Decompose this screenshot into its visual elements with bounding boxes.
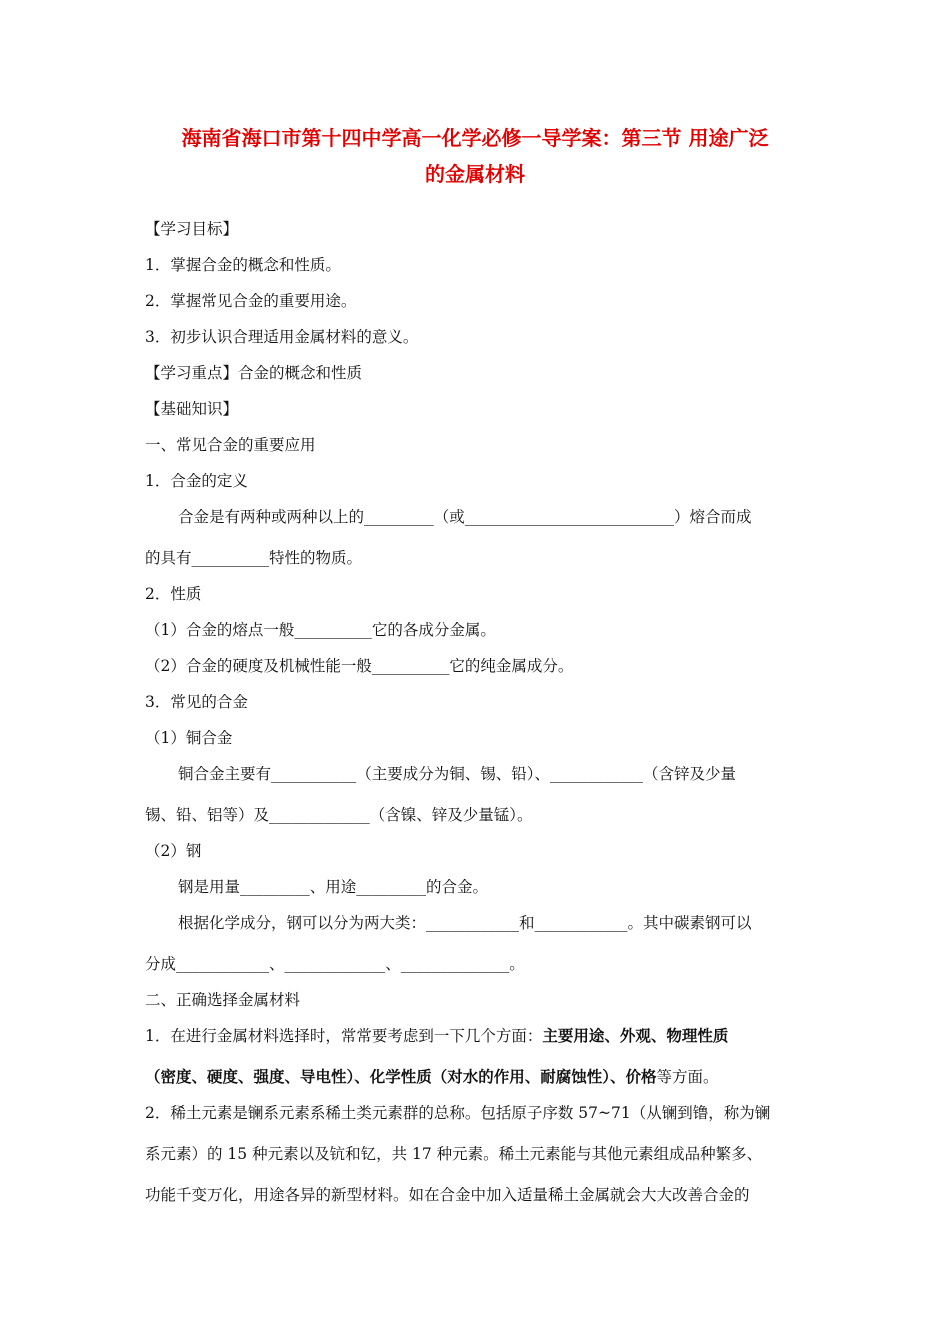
steel-heading: （2）钢 <box>145 842 202 860</box>
copper-alloy-line-2: 锡、铅、铝等）及_____________（含镍、锌及少量锰）。 <box>145 806 533 824</box>
steel-line-2: 根据化学成分，钢可以分为两大类：____________和____________。其中碳素钢可以 <box>178 914 752 932</box>
choose-suffix: 等方面。 <box>656 1068 719 1086</box>
title-line-2: 的金属材料 <box>425 162 525 186</box>
rare-earth-line-2: 系元素）的 15 种元素以及钪和钇，共 17 种元素。稀土元素能与其他元素组成品种繁多、 <box>145 1145 763 1163</box>
section-1-heading: 一、常见合金的重要应用 <box>145 436 316 454</box>
goal-3: 3．初步认识合理适用金属材料的意义。 <box>145 328 419 346</box>
choose-line-2 <box>145 1066 719 1088</box>
definition-line-1: 合金是有两种或两种以上的_________（或___________________________）熔合而成 <box>178 508 752 526</box>
common-alloys-heading: 3．常见的合金 <box>145 693 248 711</box>
document-title <box>140 120 810 192</box>
definition-line-2: 的具有__________特性的物质。 <box>145 549 363 567</box>
copper-alloy-line-1: 铜合金主要有___________（主要成分为铜、锡、铅）、____________（含锌及少量 <box>178 765 737 783</box>
basics-heading: 【基础知识】 <box>145 400 239 418</box>
copper-alloy-heading: （1）铜合金 <box>145 729 233 747</box>
focus-line: 【学习重点】合金的概念和性质 <box>145 364 363 382</box>
rare-earth-line-3: 功能千变万化，用途各异的新型材料。如在合金中加入适量稀土金属就会大大改善合金的 <box>145 1186 750 1204</box>
choose-bold-2: （密度、硬度、强度、导电性）、化学性质（对水的作用、耐腐蚀性）、价格 <box>145 1068 657 1086</box>
steel-line-1: 钢是用量_________、用途_________的合金。 <box>178 878 489 896</box>
goal-2: 2．掌握常见合金的重要用途。 <box>145 292 357 310</box>
section-2-heading: 二、正确选择金属材料 <box>145 991 301 1009</box>
choose-prefix: 1．在进行金属材料选择时，常常要考虑到一下几个方面： <box>145 1027 543 1045</box>
goals-heading: 【学习目标】 <box>145 220 239 238</box>
choose-bold-1: 主要用途、外观、物理性质 <box>542 1027 729 1045</box>
steel-line-3: 分成____________、_____________、______________。 <box>145 955 525 973</box>
definition-heading: 1．合金的定义 <box>145 472 248 490</box>
property-1: （1）合金的熔点一般__________它的各成分金属。 <box>145 621 496 639</box>
property-heading: 2．性质 <box>145 585 202 603</box>
choose-line-1 <box>145 1025 728 1047</box>
rare-earth-line-1: 2．稀土元素是镧系元素系稀土类元素群的总称。包括原子序数 57~71（从镧到镥，称为镧 <box>145 1104 771 1122</box>
goal-1: 1．掌握合金的概念和性质。 <box>145 256 341 274</box>
title-line-1: 海南省海口市第十四中学高一化学必修一导学案：第三节 用途广泛 <box>181 126 769 150</box>
property-2: （2）合金的硬度及机械性能一般__________它的纯金属成分。 <box>145 657 574 675</box>
